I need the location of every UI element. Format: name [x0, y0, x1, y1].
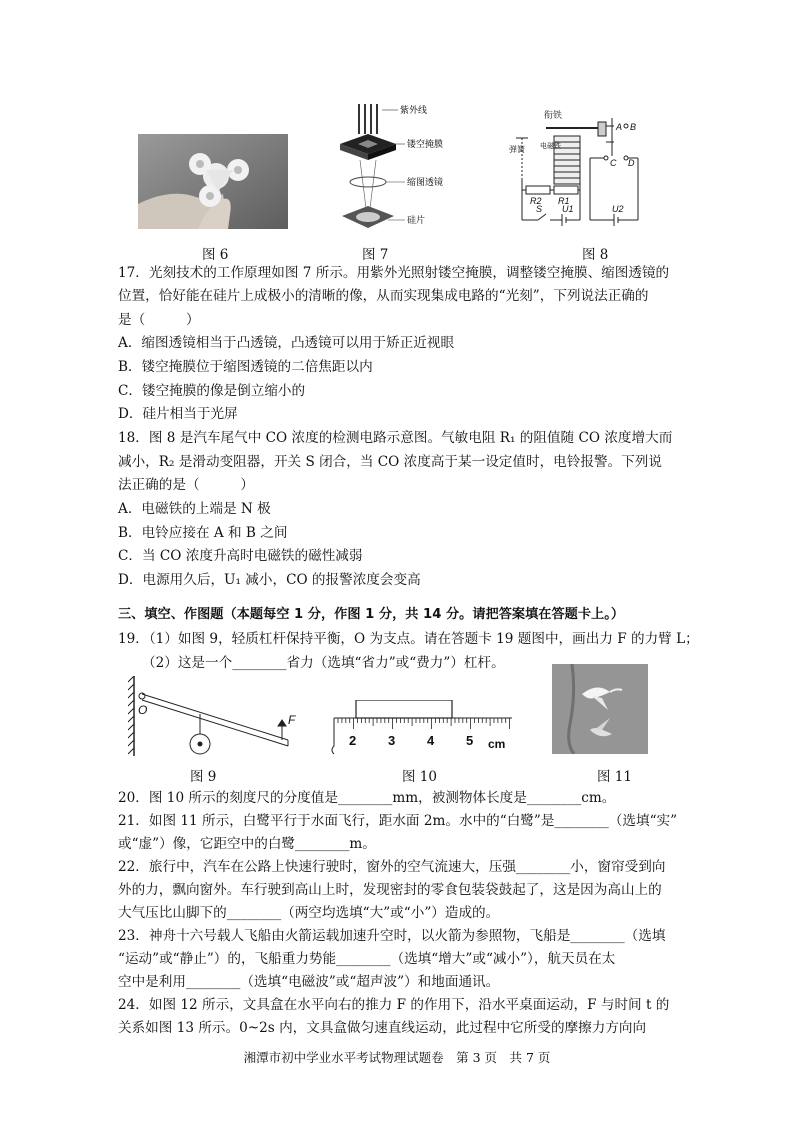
q17-option-b: B．镂空掩膜位于缩图透镜的二倍焦距以内 [118, 359, 373, 375]
q24-line-2: 关系如图 13 所示。0~2s 内，文具盒做匀速直线运动，此过程中它所受的摩擦力方向向 [118, 1020, 647, 1036]
svg-text:cm: cm [488, 737, 506, 751]
q21-line-1: 21．如图 11 所示，白鹭平行于水面飞行，距水面 2m。水中的“白鹭”是________（选填“实” [118, 813, 678, 829]
svg-text:2: 2 [349, 733, 357, 748]
q18-option-c: C．当 CO 浓度升高时电磁铁的磁性减弱 [118, 548, 363, 564]
q18-option-b: B．电铃应接在 A 和 B 之间 [118, 525, 288, 541]
svg-text:5: 5 [466, 733, 474, 748]
svg-text:F: F [288, 713, 296, 727]
q22-line-2: 外的力，飘向窗外。车行驶到高山上时，发现密封的零食包装袋鼓起了，这是因为高山上的 [118, 882, 662, 898]
q23-line-1: 23．神舟十六号载人飞船由火箭运载加速升空时，以火箭为参照物，飞船是________（选填 [118, 928, 666, 944]
section-3-heading: 三、填空、作图题（本题每空 1 分，作图 1 分，共 14 分。请把答案填在答题卡上。） [118, 607, 625, 622]
figure-9-lever [128, 676, 308, 761]
svg-text:S: S [536, 204, 543, 214]
svg-text:O: O [138, 703, 148, 717]
svg-text:R1: R1 [558, 196, 570, 206]
q18-option-d: D．电源用久后，U₁ 减小，CO 的报警浓度会变高 [118, 572, 421, 588]
figure-7-caption: 图 7 [362, 247, 389, 263]
figure-11-caption: 图 11 [597, 769, 632, 785]
figure-10-ruler [328, 700, 516, 756]
svg-text:C: C [610, 158, 617, 168]
q23-line-2: “运动”或“静止”）的，飞船重力势能________（选填“增大”或“减小”），航天员在太 [118, 951, 616, 967]
fig7-label-lens: 缩图透镜 [407, 177, 444, 187]
figure-6-caption: 图 6 [202, 247, 229, 263]
fig7-label-wafer: 硅片 [407, 215, 426, 225]
page-footer: 湘潭市初中学业水平考试物理试题卷 第 3 页 共 7 页 [243, 1050, 551, 1065]
q18-line-2: 减小，R₂ 是滑动变阻器，开关 S 闭合，当 CO 浓度高于某一设定值时，电铃报警。下列说 [118, 454, 662, 470]
q17-line-1: 17．光刻技术的工作原理如图 7 所示。用紫外光照射镂空掩膜，调整镂空掩膜、缩图透镜的 [118, 265, 670, 281]
q17-option-a: A．缩图透镜相当于凸透镜，凸透镜可以用于矫正近视眼 [118, 335, 455, 351]
svg-text:弹簧: 弹簧 [509, 145, 525, 154]
figure-9-caption: 图 9 [190, 769, 217, 785]
fig7-label-mask: 镂空掩膜 [407, 139, 444, 149]
svg-text:R2: R2 [530, 196, 542, 206]
q18-line-3: 法正确的是（ ） [118, 477, 254, 493]
figure-7-diagram [330, 104, 450, 234]
svg-text:4: 4 [427, 733, 435, 748]
q22-line-1: 22．旅行中，汽车在公路上快速行驶时，窗外的空气流速大，压强________小，窗帘受到向 [118, 859, 666, 875]
svg-text:A: A [616, 122, 623, 132]
q17-line-2: 位置，恰好能在硅片上成极小的清晰的像，从而实现集成电路的“光刻”，下列说法正确的 [118, 288, 649, 304]
figure-8-circuit [506, 108, 646, 233]
q17-option-d: D．硅片相当于光屏 [118, 406, 238, 422]
svg-text:电磁铁: 电磁铁 [540, 143, 561, 150]
fig8-label-armature: 衔铁 [544, 110, 563, 120]
q22-line-3: 大气压比山脚下的________（两空均选填“大”或“小”）造成的。 [118, 905, 500, 921]
svg-text:U1: U1 [562, 204, 574, 214]
figure-8-caption: 图 8 [582, 247, 609, 263]
q24-line-1: 24．如图 12 所示，文具盒在水平向右的推力 F 的作用下，沿水平桌面运动，F 与时间 t 的 [118, 997, 670, 1013]
figure-6-photo [138, 134, 288, 229]
figure-11-photo [552, 664, 648, 754]
svg-text:B: B [630, 122, 637, 132]
q20-line-1: 20．图 10 所示的刻度尺的分度值是________mm，被测物体长度是________cm。 [118, 790, 616, 806]
q19-line-2: （2）这是一个________省力（选填“省力”或“费力”）杠杆。 [142, 655, 505, 671]
fig7-label-uv: 紫外线 [400, 105, 428, 115]
q23-line-3: 空中是利用________（选填“电磁波”或“超声波”）和地面通讯。 [118, 974, 500, 990]
q18-option-a: A．电磁铁的上端是 N 极 [118, 501, 271, 517]
q18-line-1: 18．图 8 是汽车尾气中 CO 浓度的检测电路示意图。气敏电阻 R₁ 的阻值随 CO 浓度增大而 [118, 430, 673, 446]
svg-text:U2: U2 [612, 204, 624, 214]
figure-10-caption: 图 10 [402, 769, 437, 785]
q17-option-c: C．镂空掩膜的像是倒立缩小的 [118, 383, 306, 399]
q17-line-3: 是（ ） [118, 312, 200, 328]
svg-text:D: D [628, 158, 635, 168]
q21-line-2: 或“虚”）像，它距空中的白鹭________m。 [118, 836, 376, 852]
q19-line-1: 19．（1）如图 9，轻质杠杆保持平衡，O 为支点。请在答题卡 19 题图中，画出力 F 的力臂 L； [118, 631, 699, 647]
svg-text:3: 3 [388, 733, 396, 748]
